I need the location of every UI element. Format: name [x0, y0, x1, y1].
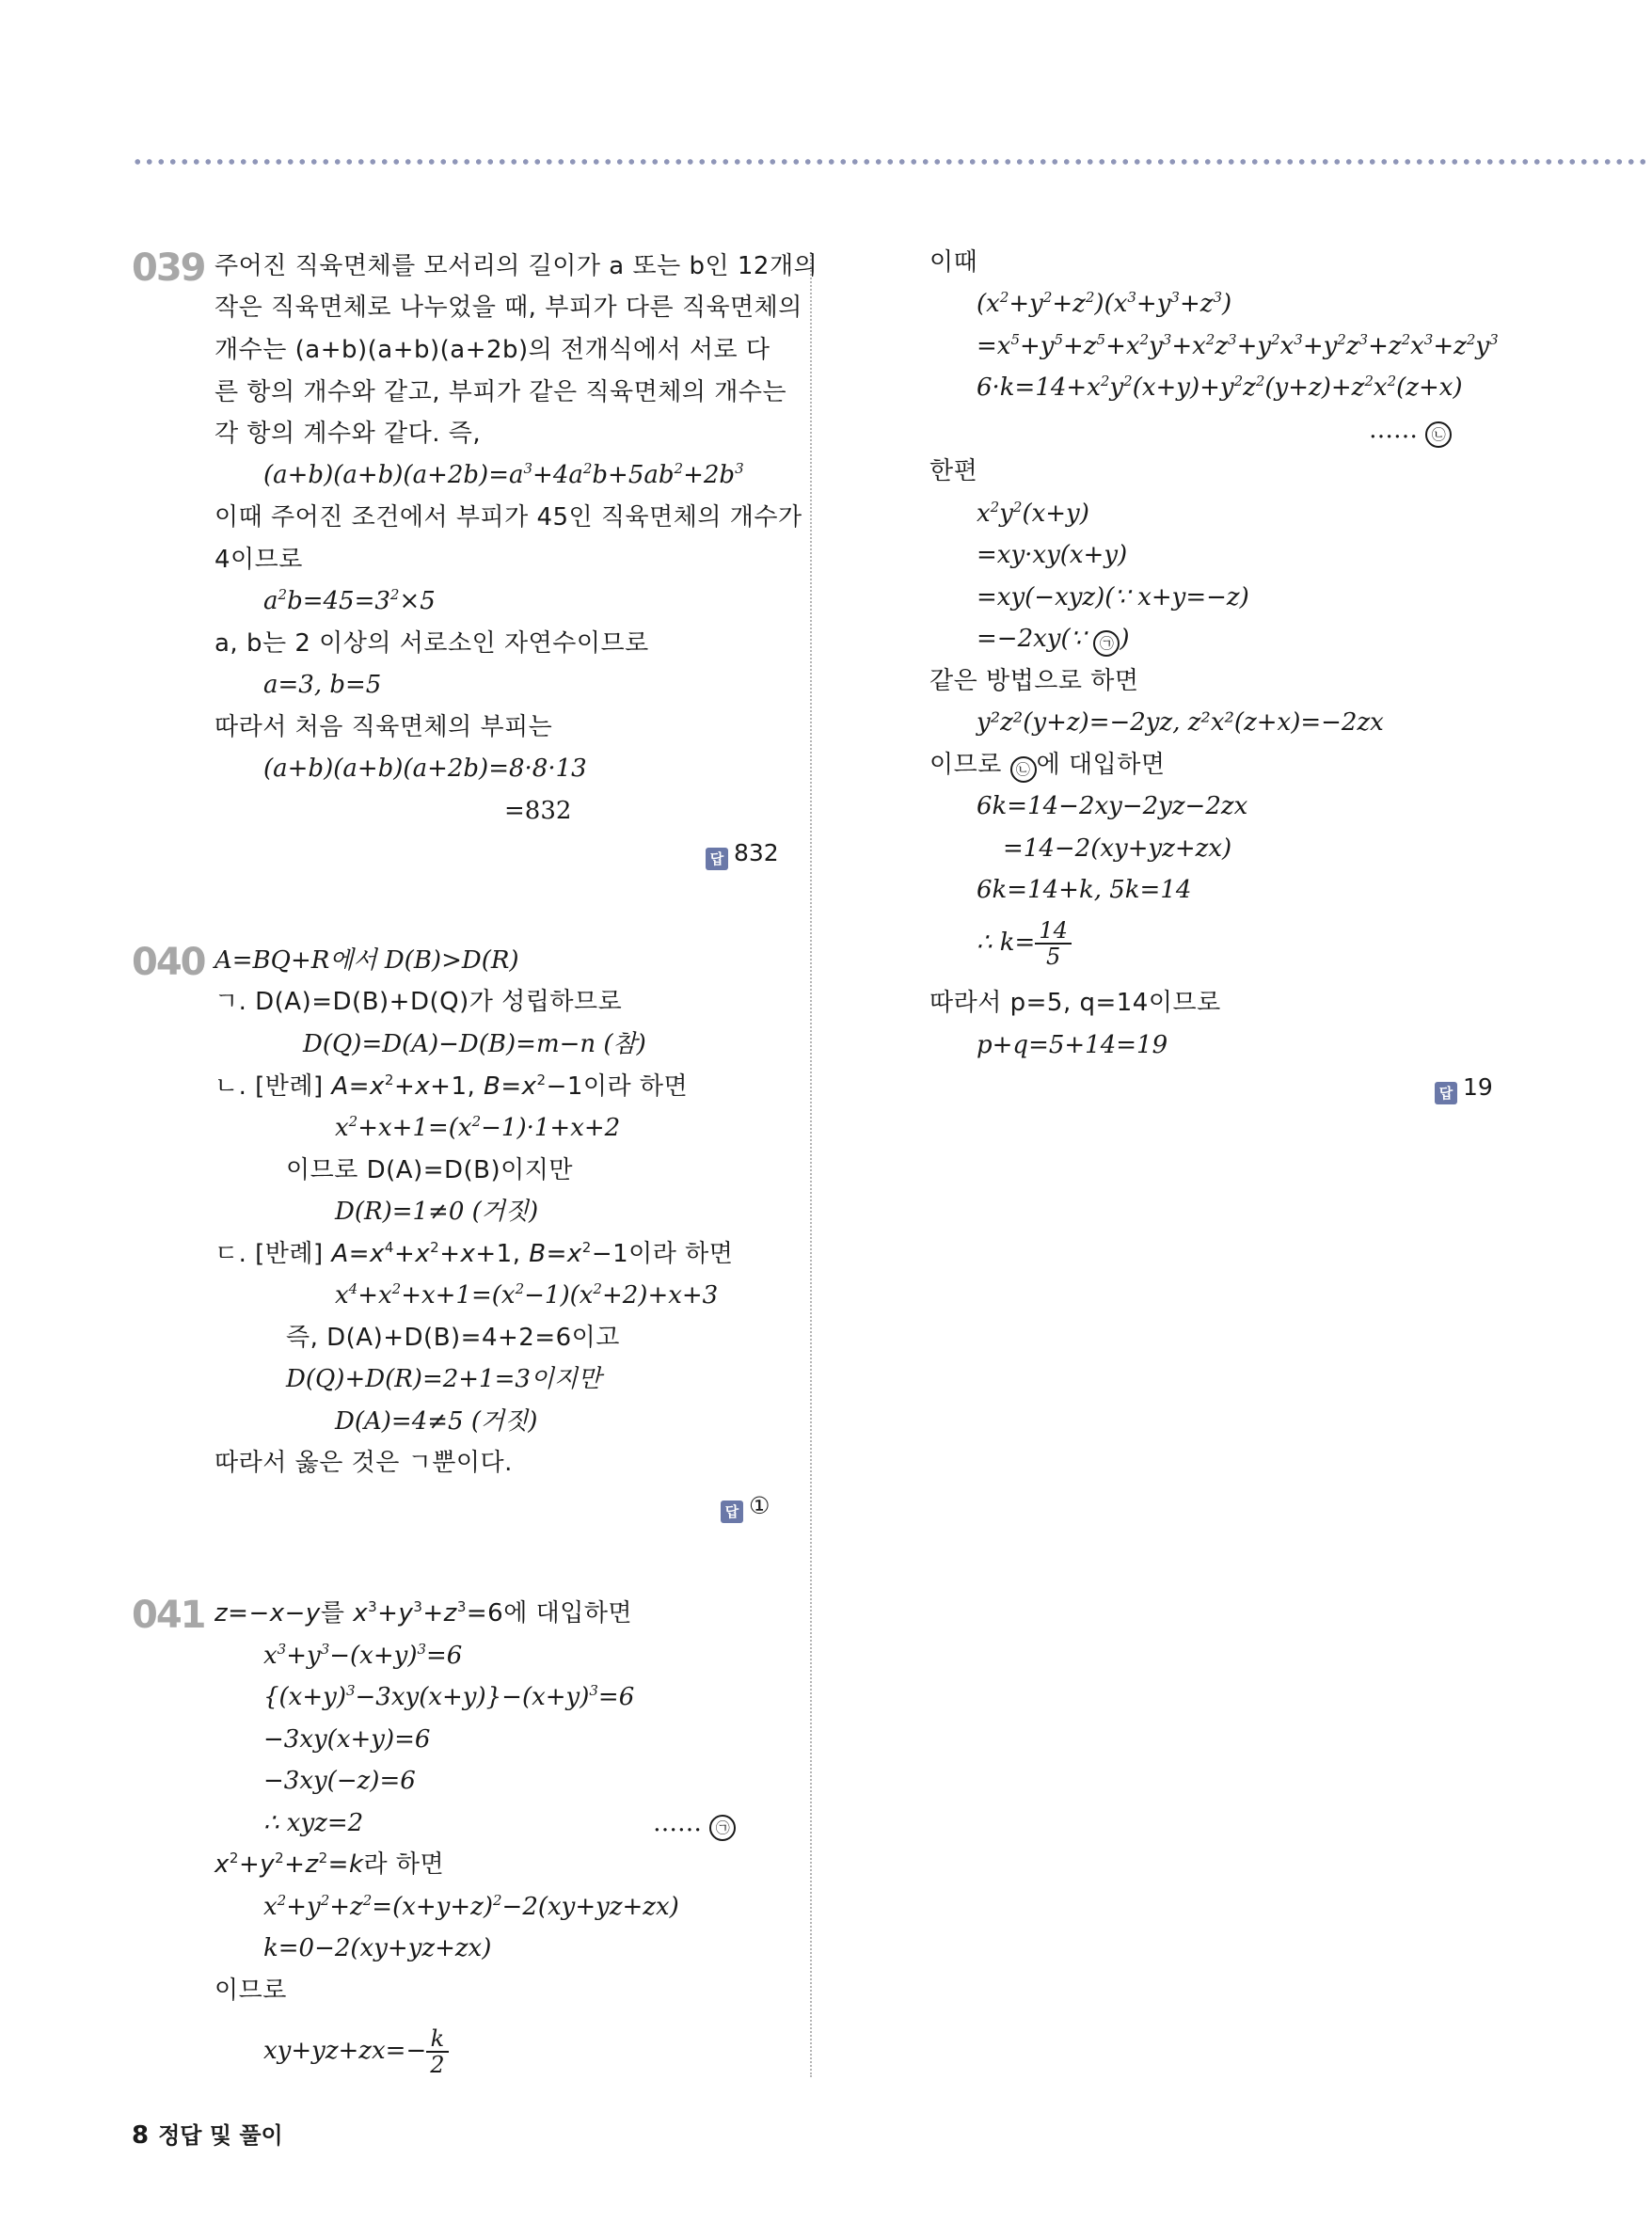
- page-footer: [132, 2117, 283, 2150]
- p040-counterexample-1: ㄴ. [반례] $A=x^2+x+1$, $B=x^2-1$이라 하면: [214, 1072, 689, 1101]
- p041-line: 같은 방법으로 하면: [929, 667, 1139, 695]
- p041-eq-frac: ∴ k= $\frac{14}{5}$: [977, 914, 1072, 971]
- p041-eq: 6k=14+k, 5k=14: [977, 876, 1192, 904]
- p039-expansion: $(a+b)(a+b)(a+2b)=a^3+4a^2b+5ab^2+2b^3$: [263, 460, 744, 489]
- circled-mark-1: ㉠: [1093, 630, 1120, 657]
- answer-039: [706, 839, 779, 870]
- problem-number-039: 039: [132, 246, 205, 290]
- p041-eq: =−2xy(∵ ㉠ ): [977, 625, 1130, 657]
- p041-eq: $x^3+y^3-(x+y)^3=6$: [263, 1641, 463, 1670]
- p041-eq: =xy·xy(x+y): [977, 541, 1128, 569]
- p041-eq: =xy(−xyz)(∵ x+y=−z): [977, 583, 1249, 611]
- answer-041: [1435, 1073, 1493, 1104]
- answer-badge: 답: [706, 848, 728, 870]
- p041-eq: p+q=5+14=19: [977, 1031, 1168, 1059]
- p040-line: A=BQ+R에서 D(B)>D(R): [214, 946, 519, 975]
- p041-line: $x^2+y^2+z^2=k$라 하면: [214, 1850, 445, 1879]
- circled-mark-2: ㉡: [1010, 756, 1037, 783]
- p041-eq: −3xy(x+y)=6: [263, 1725, 431, 1754]
- p041-eq: ∴ xyz=2: [263, 1809, 364, 1837]
- answer-badge: 답: [1435, 1082, 1457, 1104]
- p039-line: 4이므로: [214, 546, 303, 574]
- p039-line: 른 항의 개수와 같고, 부피가 같은 직육면체의 개수는: [214, 378, 787, 406]
- fraction: $\frac{k}{2}$: [426, 2026, 448, 2077]
- p039-line: 따라서 처음 직육면체의 부피는: [214, 713, 553, 741]
- p041-eq: 6k=14−2xy−2yz−2zx: [977, 792, 1248, 820]
- p041-eq: −3xy(−z)=6: [263, 1767, 416, 1795]
- p041-line: 한편: [929, 457, 978, 485]
- answer-040: [721, 1492, 770, 1523]
- p039-eq: =832: [504, 797, 572, 825]
- p040-line: ㄱ. D(A)=D(B)+D(Q)가 성립하므로: [214, 988, 623, 1016]
- answer-value: 19: [1463, 1073, 1493, 1101]
- p041-eq: $x^2+y^2+z^2=(x+y+z)^2-2(xy+yz+zx)$: [263, 1892, 679, 1921]
- p040-line: D(A)=4≠5 (거짓): [335, 1407, 538, 1436]
- p041-eq: $\{(x+y)^3-3xy(x+y)\}-(x+y)^3=6$: [263, 1682, 635, 1711]
- p041-line: 이므로 ㉡ 에 대입하면: [929, 751, 1165, 783]
- p041-ref-1: …… ㉠: [653, 1809, 736, 1841]
- p041-line: 이므로: [214, 1977, 287, 2005]
- p041-eq: $(x^2+y^2+z^2)(x^3+y^3+z^3)$: [977, 289, 1232, 318]
- p041-eq: k=0−2(xy+yz+zx): [263, 1934, 492, 1962]
- p039-line: a, b는 2 이상의 서로소인 자연수이므로: [214, 629, 649, 658]
- p040-line: 이므로 D(A)=D(B)이지만: [286, 1156, 573, 1184]
- dotted-header-rule: [132, 158, 1652, 166]
- answer-value: ①: [749, 1492, 770, 1519]
- p041-eq: $x^2y^2(x+y)$: [977, 499, 1089, 528]
- page-number: 8: [132, 2121, 150, 2150]
- p041-line: z=−x−y를 $x^3+y^3+z^3=6$에 대입하면: [214, 1598, 633, 1628]
- p040-line: 즉, D(A)+D(B)=4+2=6이고: [286, 1324, 620, 1352]
- answer-value: 832: [734, 839, 779, 866]
- problem-number-040: 040: [132, 941, 205, 984]
- p039-eq: a=3, b=5: [263, 671, 382, 699]
- footer-title: 정답 및 풀이: [158, 2122, 283, 2149]
- p041-eq-frac: xy+yz+zx=− $\frac{k}{2}$: [263, 2023, 449, 2079]
- p039-eq: $a^2b=45=3^2\times 5$: [263, 586, 436, 615]
- p041-eq: y²z²(y+z)=−2yz, z²x²(z+x)=−2zx: [977, 708, 1384, 737]
- answer-badge: 답: [721, 1501, 743, 1523]
- p041-line: 따라서 p=5, q=14이므로: [929, 989, 1221, 1017]
- p040-line: 따라서 옳은 것은 ㄱ뿐이다.: [214, 1449, 513, 1477]
- p040-line: D(Q)+D(R)=2+1=3이지만: [286, 1365, 602, 1393]
- p040-line: D(R)=1≠0 (거짓): [335, 1198, 539, 1226]
- p039-line: 개수는 (a+b)(a+b)(a+2b)의 전개식에서 서로 다: [214, 336, 770, 364]
- p040-counterexample-2: ㄷ. [반례] $A=x^4+x^2+x+1$, $B=x^2-1$이라 하면: [214, 1239, 734, 1268]
- column-divider: [810, 252, 812, 2077]
- p039-line: 각 항의 계수와 같다. 즉,: [214, 420, 482, 448]
- p039-line: 주어진 직육면체를 모서리의 길이가 a 또는 b인 12개의: [214, 252, 818, 280]
- p039-line: 이때 주어진 조건에서 부피가 45인 직육면체의 개수가: [214, 503, 802, 532]
- p041-eq: =14−2(xy+yz+zx): [1003, 834, 1232, 863]
- p041-eq: $=x^5+y^5+z^5+x^2y^3+x^2z^3+y^2x^3+y^2z^3+z^2x^3+z^2y^3$: [977, 331, 1499, 360]
- p040-eq: $x^4+x^2+x+1=(x^2-1)(x^2+2)+x+3$: [335, 1280, 719, 1310]
- p041-ref-2: …… ㉡: [1369, 416, 1452, 448]
- p041-line: 이때: [929, 248, 978, 277]
- problem-number-041: 041: [132, 1594, 205, 1637]
- fraction: $\frac{14}{5}$: [1035, 918, 1072, 969]
- p039-line: 작은 직육면체로 나누었을 때, 부피가 다른 직육면체의: [214, 294, 802, 322]
- p040-line: D(Q)=D(A)−D(B)=m−n (참): [303, 1030, 646, 1058]
- p040-eq: $x^2+x+1=(x^2-1)\cdot 1+x+2$: [335, 1113, 621, 1142]
- circled-mark-1: ㉠: [709, 1815, 736, 1841]
- p041-eq: $6\cdot k=14+x^2y^2(x+y)+y^2z^2(y+z)+z^2x^2(z+x)$: [977, 373, 1463, 402]
- p039-eq: (a+b)(a+b)(a+2b)=8·8·13: [263, 754, 587, 783]
- circled-mark-2: ㉡: [1425, 421, 1452, 448]
